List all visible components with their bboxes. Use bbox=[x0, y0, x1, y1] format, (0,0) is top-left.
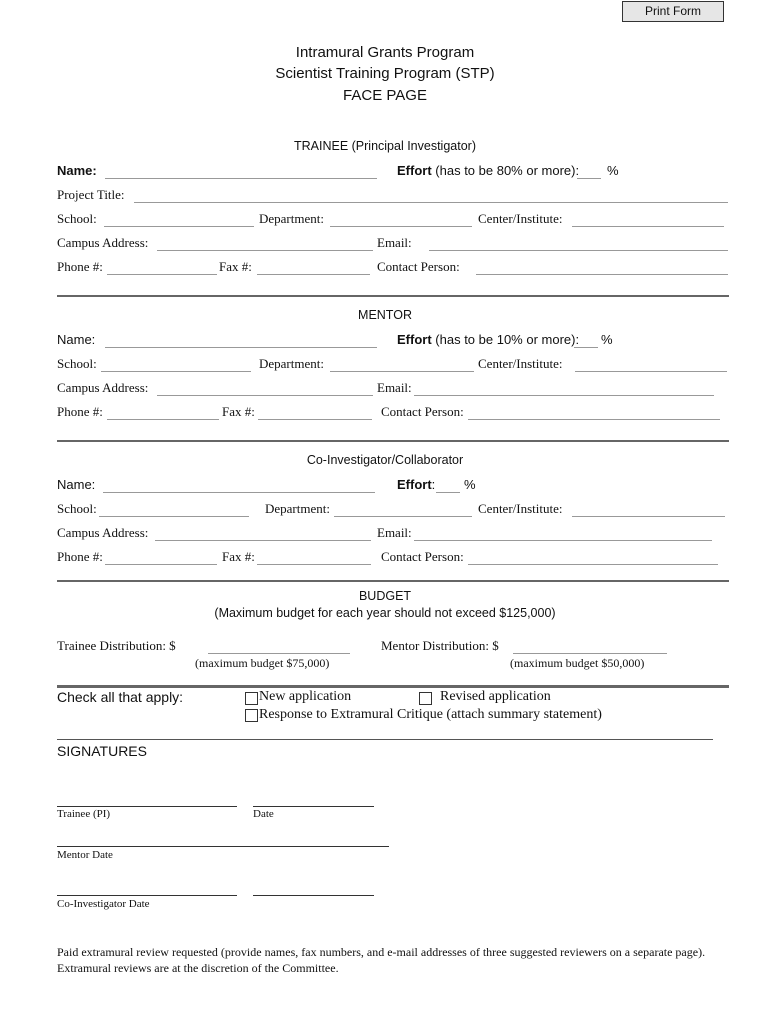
trainee-contact-label: Contact Person: bbox=[377, 259, 460, 274]
mentor-distribution-field[interactable] bbox=[513, 653, 667, 654]
coinvestigator-phone-field[interactable] bbox=[105, 564, 217, 565]
trainee-effort-label: Effort (has to be 80% or more): bbox=[397, 163, 580, 178]
trainee-fax-label: Fax #: bbox=[219, 259, 252, 274]
trainee-effort-percent: % bbox=[607, 163, 619, 178]
trainee-project-title-label: Project Title: bbox=[57, 187, 125, 202]
revised-application-checkbox[interactable] bbox=[419, 692, 432, 705]
mentor-email-field[interactable] bbox=[414, 395, 714, 396]
coinvestigator-email-label: Email: bbox=[377, 525, 412, 540]
mentor-fax-label: Fax #: bbox=[222, 404, 255, 419]
mentor-max-budget: (maximum budget $50,000) bbox=[510, 656, 645, 670]
mentor-phone-field[interactable] bbox=[107, 419, 219, 420]
print-form-button[interactable]: Print Form bbox=[622, 1, 724, 22]
mentor-fax-field[interactable] bbox=[258, 419, 372, 420]
mentor-effort-label: Effort (has to be 10% or more): bbox=[397, 332, 580, 347]
extramural-review-note: Paid extramural review requested (provide names, fax numbers, and e-mail addresses of three suggested reviewers on a separate page). Extramural reviews are at the discretion of the Committee. bbox=[57, 945, 706, 975]
mentor-effort-field[interactable] bbox=[574, 347, 598, 348]
trainee-date-line[interactable] bbox=[253, 806, 374, 807]
mentor-school-field[interactable] bbox=[101, 371, 251, 372]
coinvestigator-department-label: Department: bbox=[265, 501, 330, 516]
trainee-center-label: Center/Institute: bbox=[478, 211, 563, 226]
trainee-email-label: Email: bbox=[377, 235, 412, 250]
trainee-phone-field[interactable] bbox=[107, 274, 217, 275]
trainee-name-field[interactable] bbox=[105, 178, 377, 179]
trainee-effort-field[interactable] bbox=[577, 178, 601, 179]
trainee-email-field[interactable] bbox=[429, 250, 728, 251]
trainee-center-field[interactable] bbox=[572, 226, 724, 227]
coinvestigator-name-field[interactable] bbox=[103, 492, 375, 493]
mentor-center-field[interactable] bbox=[575, 371, 727, 372]
mentor-campus-label: Campus Address: bbox=[57, 380, 149, 395]
trainee-school-label: School: bbox=[57, 211, 97, 226]
trainee-heading: TRAINEE (Principal Investigator) bbox=[293, 139, 476, 153]
trainee-distribution-label: Trainee Distribution: $ bbox=[57, 638, 176, 653]
new-application-label: New application bbox=[259, 689, 352, 704]
mentor-signature-line[interactable] bbox=[57, 846, 389, 847]
mentor-distribution-label: Mentor Distribution: $ bbox=[381, 638, 499, 653]
coinvestigator-date-line[interactable] bbox=[253, 895, 374, 896]
revised-application-label: Revised application bbox=[440, 689, 551, 704]
trainee-date-label: Date bbox=[253, 808, 274, 820]
mentor-effort-percent: % bbox=[601, 332, 613, 347]
mentor-contact-field[interactable] bbox=[468, 419, 720, 420]
section-divider bbox=[57, 295, 729, 297]
coinvestigator-signature-line[interactable] bbox=[57, 895, 237, 896]
response-critique-checkbox[interactable] bbox=[245, 709, 258, 722]
mentor-phone-label: Phone #: bbox=[57, 404, 103, 419]
trainee-campus-label: Campus Address: bbox=[57, 235, 149, 250]
coinvestigator-contact-field[interactable] bbox=[468, 564, 718, 565]
coinvestigator-fax-field[interactable] bbox=[257, 564, 371, 565]
coinvestigator-campus-label: Campus Address: bbox=[57, 525, 149, 540]
response-critique-label: Response to Extramural Critique (attach summary statement) bbox=[259, 707, 602, 722]
trainee-distribution-field[interactable] bbox=[208, 653, 350, 654]
budget-heading: BUDGET bbox=[358, 589, 412, 603]
trainee-project-title-field[interactable] bbox=[134, 202, 728, 203]
trainee-department-label: Department: bbox=[259, 211, 324, 226]
coinvestigator-name-label: Name: bbox=[57, 477, 96, 492]
coinvestigator-center-field[interactable] bbox=[572, 516, 725, 517]
mentor-email-label: Email: bbox=[377, 380, 412, 395]
mentor-department-label: Department: bbox=[259, 356, 324, 371]
trainee-fax-field[interactable] bbox=[257, 274, 370, 275]
coinvestigator-signature-label: Co-Investigator Date bbox=[57, 898, 150, 910]
section-divider bbox=[57, 440, 729, 442]
section-divider bbox=[57, 580, 729, 582]
trainee-signature-label: Trainee (PI) bbox=[57, 808, 111, 820]
mentor-campus-field[interactable] bbox=[157, 395, 373, 396]
trainee-max-budget: (maximum budget $75,000) bbox=[195, 656, 330, 670]
coinvestigator-effort-field[interactable] bbox=[436, 492, 460, 493]
coinvestigator-email-field[interactable] bbox=[414, 540, 712, 541]
mentor-name-field[interactable] bbox=[105, 347, 377, 348]
trainee-school-field[interactable] bbox=[104, 226, 254, 227]
check-all-label: Check all that apply: bbox=[57, 689, 184, 705]
coinvestigator-center-label: Center/Institute: bbox=[478, 501, 563, 516]
section-divider bbox=[57, 739, 713, 740]
trainee-name-label: Name: bbox=[57, 163, 97, 178]
program-title: Intramural Grants Program bbox=[295, 44, 475, 61]
mentor-name-label: Name: bbox=[57, 332, 96, 347]
mentor-signature-label: Mentor Date bbox=[57, 849, 113, 861]
coinvestigator-effort-label: Effort: bbox=[397, 477, 436, 492]
coinvestigator-effort-percent: % bbox=[464, 477, 476, 492]
coinvestigator-phone-label: Phone #: bbox=[57, 549, 103, 564]
new-application-checkbox[interactable] bbox=[245, 692, 258, 705]
coinvestigator-school-label: School: bbox=[57, 501, 97, 516]
page-title: FACE PAGE bbox=[343, 87, 427, 104]
mentor-center-label: Center/Institute: bbox=[478, 356, 563, 371]
signatures-heading: SIGNATURES bbox=[57, 743, 147, 759]
trainee-contact-field[interactable] bbox=[476, 274, 728, 275]
coinvestigator-fax-label: Fax #: bbox=[222, 549, 255, 564]
coinvestigator-contact-label: Contact Person: bbox=[381, 549, 464, 564]
mentor-department-field[interactable] bbox=[330, 371, 474, 372]
mentor-school-label: School: bbox=[57, 356, 97, 371]
budget-subheading: (Maximum budget for each year should not exceed $125,000) bbox=[214, 606, 556, 620]
section-divider bbox=[57, 685, 729, 688]
trainee-phone-label: Phone #: bbox=[57, 259, 103, 274]
program-subtitle: Scientist Training Program (STP) bbox=[275, 65, 495, 82]
mentor-heading: MENTOR bbox=[358, 308, 412, 322]
mentor-contact-label: Contact Person: bbox=[381, 404, 464, 419]
trainee-department-field[interactable] bbox=[330, 226, 472, 227]
coinvestigator-heading: Co-Investigator/Collaborator bbox=[306, 453, 464, 467]
coinvestigator-campus-field[interactable] bbox=[155, 540, 371, 541]
coinvestigator-department-field[interactable] bbox=[334, 516, 472, 517]
trainee-signature-line[interactable] bbox=[57, 806, 237, 807]
trainee-campus-field[interactable] bbox=[157, 250, 373, 251]
coinvestigator-school-field[interactable] bbox=[99, 516, 249, 517]
